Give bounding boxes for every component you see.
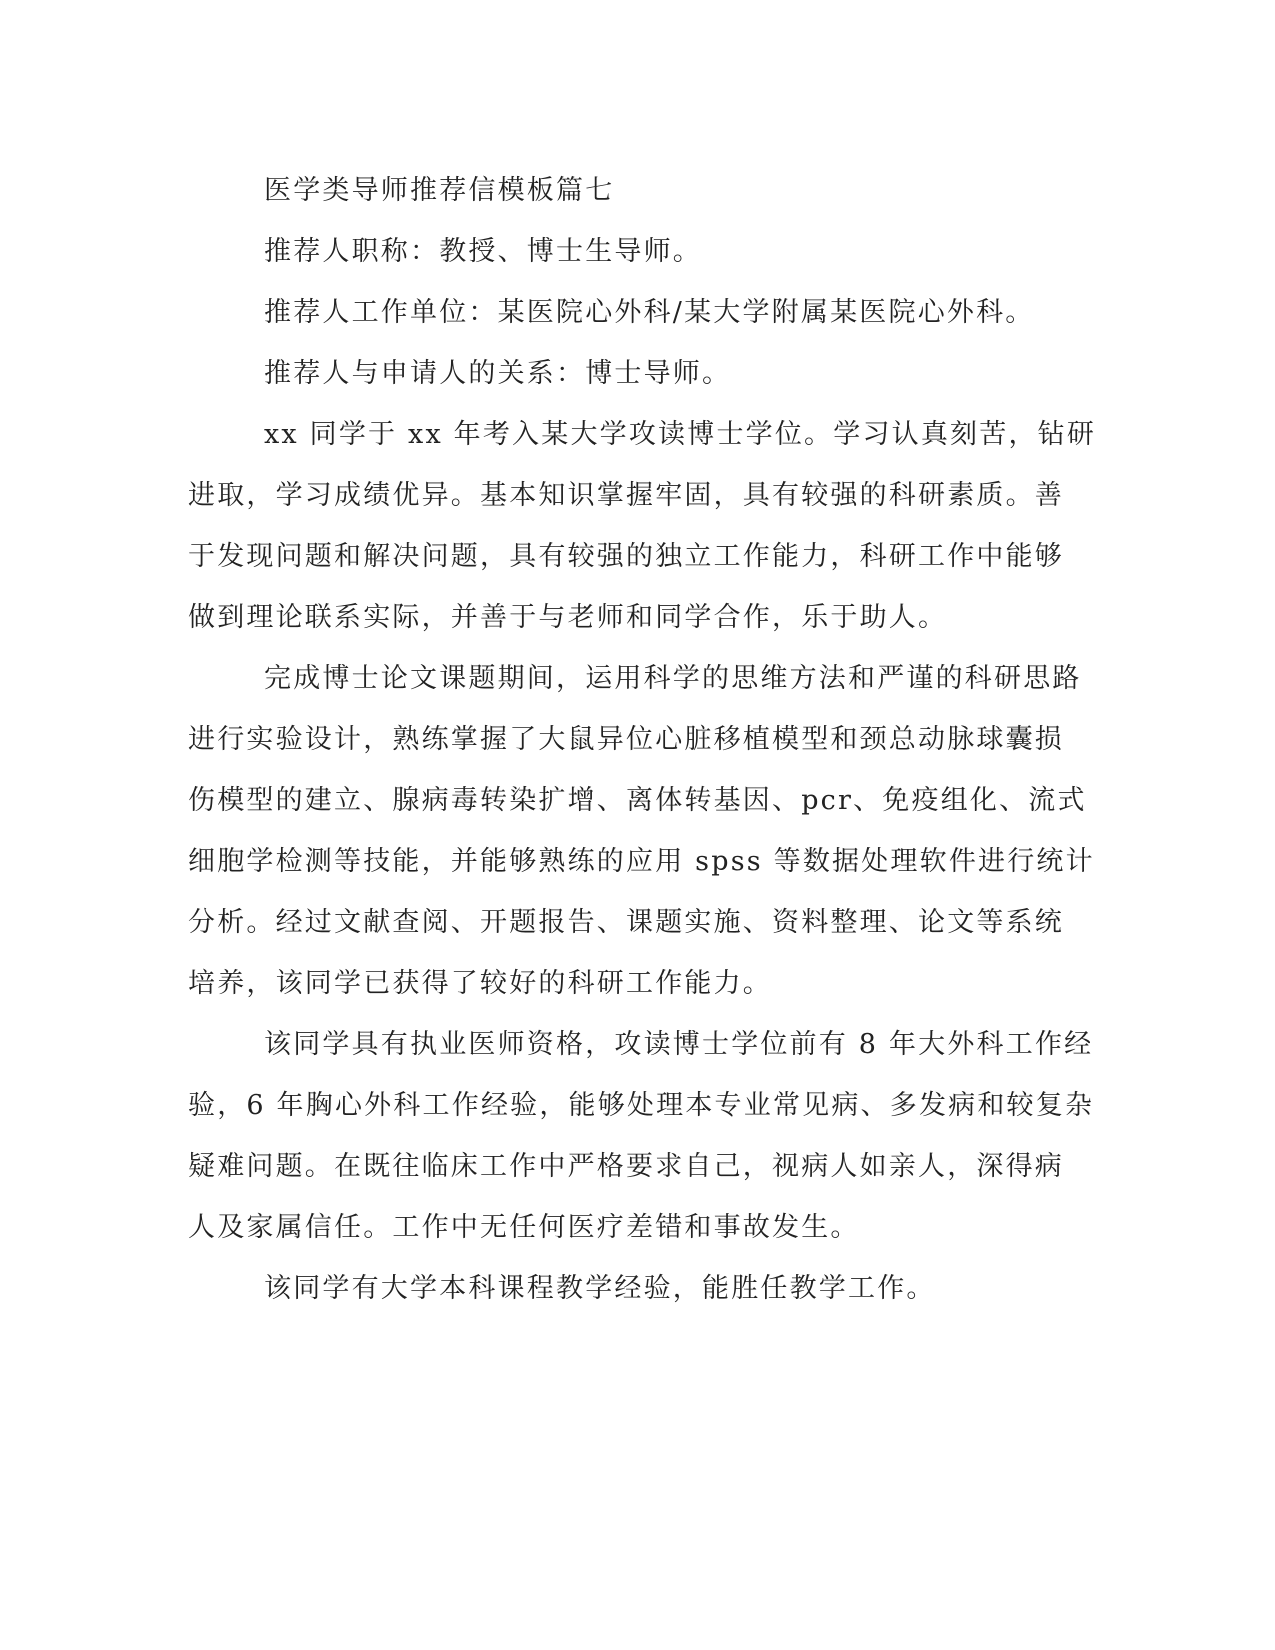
paragraph-line: 该同学具有执业医师资格，攻读博士学位前有 8 年大外科工作经 xyxy=(264,1029,1094,1060)
paragraph-line: 细胞学检测等技能，并能够熟练的应用 spss 等数据处理软件进行统计 xyxy=(188,846,1095,877)
paragraph-line: 进行实验设计，熟练掌握了大鼠异位心脏移植模型和颈总动脉球囊损 xyxy=(188,724,1064,755)
letter-heading: 医学类导师推荐信模板篇七 xyxy=(264,175,615,206)
paragraph-line: 培养，该同学已获得了较好的科研工作能力。 xyxy=(188,968,772,999)
paragraph-line: 该同学有大学本科课程教学经验，能胜任教学工作。 xyxy=(264,1273,936,1304)
recommender-title-line: 推荐人职称：教授、博士生导师。 xyxy=(264,236,702,267)
paragraph-line: 于发现问题和解决问题，具有较强的独立工作能力，科研工作中能够 xyxy=(188,541,1064,572)
paragraph-line: 做到理论联系实际，并善于与老师和同学合作，乐于助人。 xyxy=(188,602,948,633)
paragraph-line: 完成博士论文课题期间，运用科学的思维方法和严谨的科研思路 xyxy=(264,663,1082,694)
letter-body xyxy=(188,160,1097,1319)
paragraph-line: xx 同学于 xx 年考入某大学攻读博士学位。学习认真刻苦，钻研 xyxy=(264,419,1097,450)
recommender-workplace-line: 推荐人工作单位：某医院心外科/某大学附属某医院心外科。 xyxy=(264,297,1035,328)
paragraph-line: 伤模型的建立、腺病毒转染扩增、离体转基因、pcr、免疫组化、流式 xyxy=(188,785,1087,816)
recommender-relationship-line: 推荐人与申请人的关系：博士导师。 xyxy=(264,358,732,389)
paragraph-line: 验，6 年胸心外科工作经验，能够处理本专业常见病、多发病和较复杂 xyxy=(188,1090,1095,1121)
paragraph-line: 人及家属信任。工作中无任何医疗差错和事故发生。 xyxy=(188,1212,860,1243)
paragraph-line: 分析。经过文献查阅、开题报告、课题实施、资料整理、论文等系统 xyxy=(188,907,1064,938)
paragraph-line: 进取，学习成绩优异。基本知识掌握牢固，具有较强的科研素质。善 xyxy=(188,480,1064,511)
paragraph-line: 疑难问题。在既往临床工作中严格要求自己，视病人如亲人，深得病 xyxy=(188,1151,1064,1182)
